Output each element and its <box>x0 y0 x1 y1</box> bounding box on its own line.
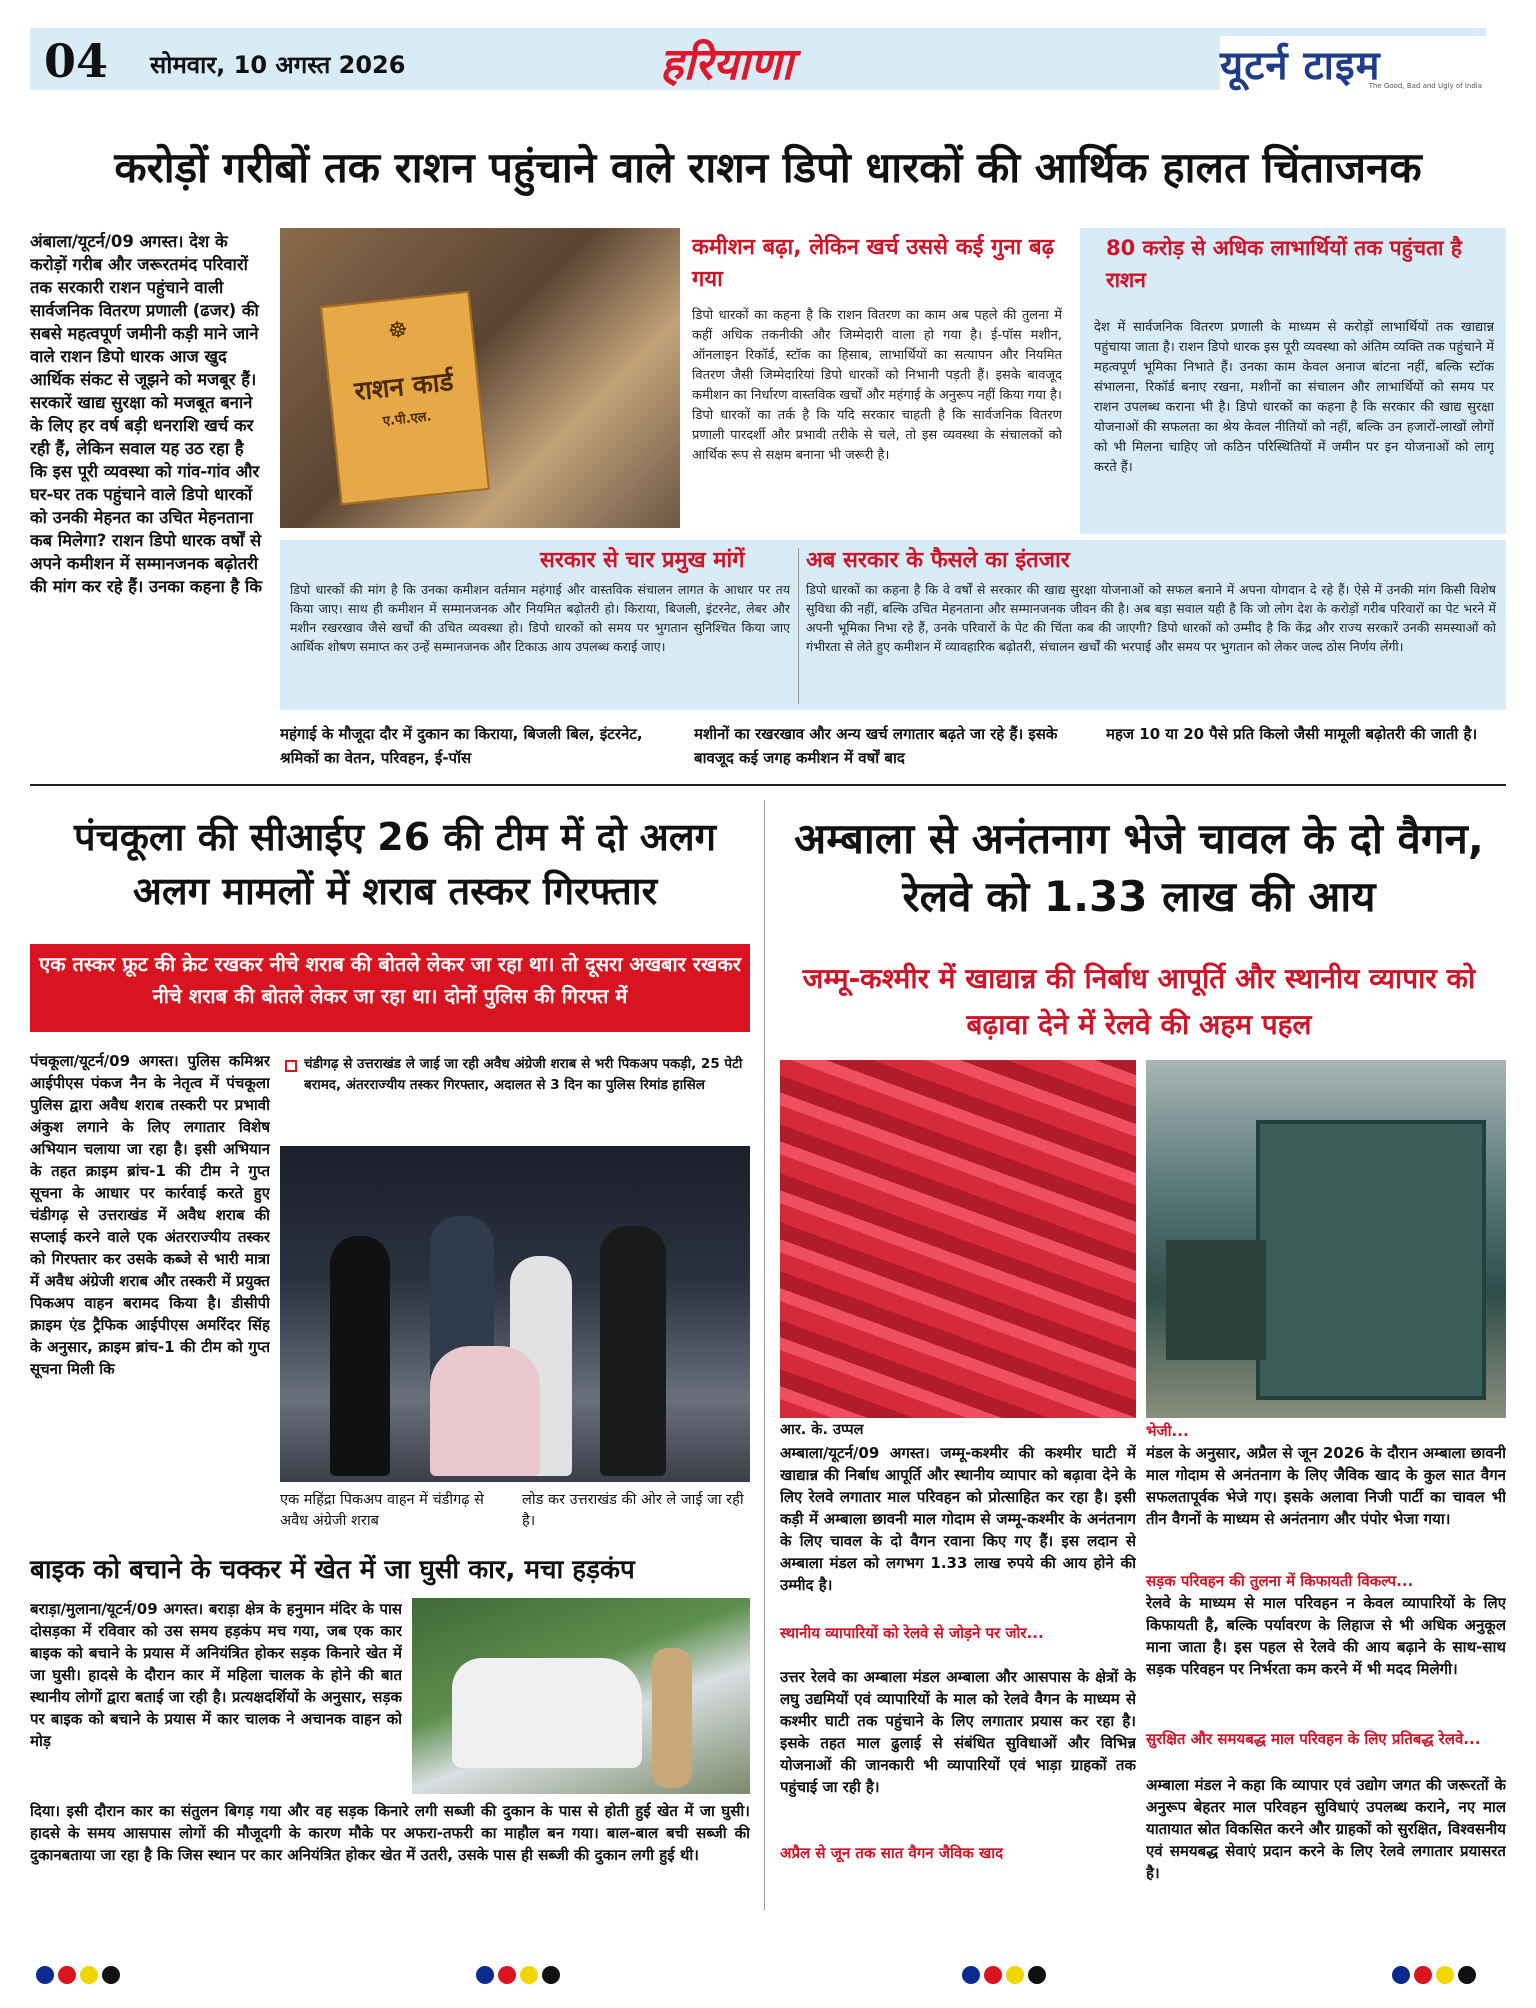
story3-text-top: बराड़ा/मुलाना/यूटर्न/09 अगस्त। बराड़ा क्षेत्र के हनुमान मंदिर के पास दोसड़का में रविवार को उस समय हड़कंप मच गया, जब एक कार बाइक को बचाने के प्रयास में अनियंत्रित होकर सड़क किनारे खेत में जा घुसी। हादसे के दौरान कार में महिला चालक के होने की बात स्थानीय लोगों द्वारा बताई जा रही है। प्रत्यक्षदर्शियों के अनुसार, सड़क पर बाइक को बचाने के प्रयास में कार चालक ने अचानक वाहन को मोड़ <box>30 1600 402 1750</box>
story4-col1-sub1: स्थानीय व्यापारियों को रेलवे से जोड़ने पर जोर... <box>780 1624 1044 1642</box>
ration-card-emblem-icon: ☸ <box>386 317 410 345</box>
story4-col2-text2: अम्बाला मंडल ने कहा कि व्यापार एवं उद्योग जगत की जरूरतों के अनुरूप बेहतर माल परिवहन सुविधाएं उपलब्ध कराने, नए माल यातायात स्रोत विकसित करने और ग्राहकों को सुरक्षित, विश्वसनीय एवं समयबद्ध सेवाएं प्रदान करने के लिए रेलवे लगातार प्रयासरत है। <box>1146 1776 1506 1882</box>
story2-banner: एक तस्कर फ्रूट की क्रेट रखकर नीचे शराब की बोतले लेकर जा रहा था। तो दूसरा अखबार रखकर नीचे शराब की बोतले लेकर जा रहा था। दोनों पुलिस की गिरफ्त में <box>30 944 750 1032</box>
story4-byline: आर. के. उप्पल <box>780 1422 864 1438</box>
story3-text-bottom: दिया। इसी दौरान कार का संतुलन बिगड़ गया और वह सड़क किनारे लगी सब्जी की दुकान के पास से होती हुई खेत में जा घुसी। हादसे के समय आसपास लोगों की मौजूदगी के कारण मौके पर अफरा-तफरी का माहौल बन गया। बाल-बाल बची सब्जी की दुकानबताया जा रहा है कि जिस स्थान पर कार अनियंत्रित होकर खेत में उतरी, उसके पास ही सब्जी की दुकान लगी हुई थी। <box>30 1802 750 1864</box>
story2-text: पंचकूला/यूटर्न/09 अगस्त। पुलिस कमिश्नर आईपीएस पंकज नैन के नेतृत्व में पंचकूला पुलिस द्वारा अवैध शराब तस्करी पर प्रभावी अंकुश लगाने के लिए लगातार विशेष अभियान चलाया जा रहा है। इसी अभियान के तहत क्राइम ब्रांच-1 की टीम ने गुप्त सूचना के आधार पर कार्रवाई करते हुए चंडीगढ़ से उत्तराखंड में अवैध शराब की सप्लाई करने वाले एक अंतरराज्यीय तस्कर को गिरफ्तार कर उसके कब्जे से भारी मात्रा में अवैध अंग्रेजी शराब और तस्करी में प्रयुक्त पिकअप वाहन बरामद किया है। डीसीपी क्राइम एंड ट्रैफिक आईपीएस अमरिंदर सिंह के अनुसार, क्राइम ब्रांच-1 की टीम को गुप्त सूचना मिली कि <box>30 1052 270 1378</box>
page-number: 04 <box>44 34 109 88</box>
issue-date: सोमवार, 10 अगस्त 2026 <box>150 51 406 79</box>
story4-col2-text0: मंडल के अनुसार, अप्रैल से जून 2026 के दौरान अम्बाला छावनी माल गोदाम से अनंतनाग के लिए जैविक खाद के कुल सात वैगन सफलतापूर्वक भेजे गए। इसके अलावा निजी पार्टी का चावल भी तीन वैगनों के माध्यम से अनंतनाग और पंपोर भेजा गया। <box>1146 1444 1506 1528</box>
ration-card-sub: ए.पी.एल. <box>382 409 433 430</box>
logo-text: यूटर्न टाइम <box>1220 43 1381 89</box>
story2-photo <box>280 1146 750 1482</box>
story2-highlight: चंडीगढ़ से उत्तराखंड ले जाई जा रही अवैध अंग्रेजी शराब से भरी पिकअप पकड़ी, 25 पेटी बरामद, अंतरराज्यीय तस्कर गिरफ्तार, अदालत से 3 दिन का पुलिस रिमांड हासिल <box>304 1056 743 1093</box>
column-divider <box>764 800 765 1910</box>
story1-headline: करोड़ों गरीबों तक राशन पहुंचाने वाले राशन डिपो धारकों की आर्थिक हालत चिंताजनक <box>114 143 1422 192</box>
story1-sub2-title: 80 करोड़ से अधिक लाभार्थियों तक पहुंचता है राशन <box>1106 236 1462 292</box>
section-divider <box>30 784 1506 786</box>
story4-col1-text: अम्बाला/यूटर्न/09 अगस्त। जम्मू-कश्मीर की कश्मीर घाटी में खाद्यान्न की निर्बाध आपूर्ति और स्थानीय व्यापार को बढ़ावा देने के लिए रेलवे लगातार माल परिवहन को प्रोत्साहित कर रहा है। इसी कड़ी में अम्बाला छावनी माल गोदाम से जम्मू-कश्मीर के अनंतनाग के लिए चावल के दो वैगन रवाना किए गए हैं। इस लदान से अम्बाला मंडल को लगभग 1.33 लाख रुपये की आय होने की उम्मीद है। <box>780 1444 1136 1594</box>
story1-sub1-text: डिपो धारकों का कहना है कि राशन वितरण का काम अब पहले की तुलना में कहीं अधिक तकनीकी और जिम्मेदारी वाला हो गया है। ई-पॉस मशीन, ऑनलाइन रिकॉर्ड, स्टॉक का हिसाब, लाभार्थियों का सत्यापन और नियमित वितरण जैसी जिम्मेदारियां डिपो धारकों को निभानी पड़ती हैं। इसके बावजूद कमीशन का निर्धारण वास्तविक खर्चों और महंगाई के अनुरूप नहीं किया गया है। डिपो धारकों का तर्क है कि यदि सरकार चाहती है कि सार्वजनिक वितरण प्रणाली पारदर्शी और प्रभावी तरीके से चले, तो इस व्यवस्था के संचालकों को आर्थिक रूप से सक्षम बनाना भी जरूरी है। <box>692 308 1062 463</box>
story1-photo <box>280 228 680 528</box>
story4-col2-sub2: सुरक्षित और समयबद्ध माल परिवहन के लिए प्रतिबद्ध रेलवे... <box>1146 1730 1481 1748</box>
story1-sub4-text: डिपो धारकों का कहना है कि वे वर्षों से सरकार की खाद्य सुरक्षा योजनाओं को सफल बनाने में अपना योगदान दे रहे हैं। ऐसे में उनकी मांग किसी विशेष सुविधा की नहीं, बल्कि उचित मेहनताना और सम्मानजनक जीवन की है। अब बड़ा सवाल यही है कि जो लोग देश के करोड़ों गरीब परिवारों का पेट भरने में अपनी भूमिका निभा रहे हैं, उनके परिवारों के पेट की चिंता कब की जाएगी? डिपो धारकों को उम्मीद है कि केंद्र और राज्य सरकारें उनकी समस्याओं को गंभीरता से लेते हुए कमीशन में व्यावहारिक बढ़ोतरी, संचालन खर्चों की भरपाई और समय पर भुगतान को लेकर जल्द ठोस निर्णय लेंगी। <box>806 582 1496 654</box>
story1-bottom-col2: मशीनों का रखरखाव और अन्य खर्च लगातार बढ़ते जा रहे हैं। इसके बावजूद कई जगह कमीशन में वर्षों बाद <box>694 725 1058 767</box>
story1-sub3-text: डिपो धारकों की मांग है कि उनका कमीशन वर्तमान महंगाई और वास्तविक संचालन लागत के आधार पर तय किया जाए। साथ ही कमीशन में सम्मानजनक और नियमित बढ़ोतरी हो। किराया, बिजली, इंटरनेट, लेबर और मशीन रखरखाव जैसे खर्चों की उचित व्यवस्था हो। डिपो धारकों को समय पर भुगतान सुनिश्चित किया जाए आर्थिक शोषण समाप्त कर उन्हें सम्मानजनक और टिकाऊ आय उपलब्ध कराई जाए। <box>290 582 790 654</box>
story4-photo-rice <box>780 1060 1136 1418</box>
story4-col1-sub2: अप्रैल से जून तक सात वैगन जैविक खाद <box>780 1844 1004 1862</box>
story1-sub1-title: कमीशन बढ़ा, लेकिन खर्च उससे कई गुना बढ़ गया <box>692 235 1054 292</box>
story4-col2-sub0: भेजी... <box>1146 1422 1189 1440</box>
section-title: हरियाणा <box>660 39 793 90</box>
demands-divider <box>798 548 799 704</box>
newspaper-logo <box>1220 36 1486 92</box>
story1-lead: अंबाला/यूटर्न/09 अगस्त। देश के करोड़ों गरीब और जरूरतमंद परिवारों तक सरकारी राशन पहुंचाने वाली सार्वजनिक वितरण प्रणाली (ढजर) की सबसे महत्वपूर्ण जमीनी कड़ी माने जाने वाले राशन डिपो धारक आज खुद आर्थिक संकट से जूझने को मजबूर हैं। सरकारें खाद्य सुरक्षा को मजबूत बनाने के लिए हर वर्ष बड़ी धनराशि खर्च कर रही हैं, लेकिन सवाल यह उठ रहा है कि इस पूरी व्यवस्था को गांव-गांव और घर-घर तक पहुंचाने वाले डिपो धारकों को उनकी मेहनत का उचित मेहनताना कब मिलेगा? राशन डिपो धारक वर्षों से अपने कमीशन में सम्मानजनक बढ़ोतरी की मांग कर रहे हैं। उनका कहना है कि <box>30 232 262 596</box>
story4-subhead: जम्मू-कश्मीर में खाद्यान्न की निर्बाध आपूर्ति और स्थानीय व्यापार को बढ़ावा देने में रेलवे की अहम पहल <box>802 962 1476 1041</box>
story1-sub2-text: देश में सार्वजनिक वितरण प्रणाली के माध्यम से करोड़ों लाभार्थियों तक खाद्यान्न पहुंचाया जाता है। राशन डिपो धारक इस पूरी व्यवस्था को अंतिम व्यक्ति तक पहुंचाने में महत्वपूर्ण भूमिका निभाते हैं। उनका काम केवल अनाज बांटना नहीं, बल्कि स्टॉक संभालना, रिकॉर्ड बनाए रखना, मशीनों का संचालन और लाभार्थियों को समय पर राशन उपलब्ध कराना भी है। डिपो धारकों का कहना है कि सरकार की खाद्य सुरक्षा योजनाओं की सफलता का श्रेय केवल नीतियों को नहीं, बल्कि उन हजारों-लाखों लोगों को भी मिलना चाहिए जो कठिन परिस्थितियों में जमीन पर इन योजनाओं को लागू करते हैं। <box>1094 320 1494 475</box>
bullet-square-icon <box>285 1060 297 1072</box>
ration-card-title: राशन कार्ड <box>352 366 455 408</box>
logo-tagline: The Good, Bad and Ugly of India <box>1368 82 1482 90</box>
story2-headline: पंचकूला की सीआईए 26 की टीम में दो अलग अलग मामलों में शराब तस्कर गिरफ्तार <box>74 815 716 913</box>
story4-col2-sub1: सड़क परिवहन की तुलना में किफायती विकल्प... <box>1146 1572 1414 1590</box>
story3-headline: बाइक को बचाने के चक्कर में खेत में जा घुसी कार, मचा हड़कंप <box>30 1555 635 1585</box>
story2-caption-right: लोड कर उत्तराखंड की ओर ले जाई जा रही है। <box>522 1492 744 1529</box>
story4-headline: अम्बाला से अनंतनाग भेजे चावल के दो वैगन, रेलवे को 1.33 लाख की आय <box>794 814 1484 921</box>
story1-bottom-col1: महंगाई के मौजूदा दौर में दुकान का किराया, बिजली बिल, इंटरनेट, श्रमिकों का वेतन, परिवहन, ई-पॉस <box>280 725 643 767</box>
story2-caption-left: एक महिंद्रा पिकअप वाहन में चंडीगढ़ से अवैध अंग्रेजी शराब <box>280 1492 484 1529</box>
ration-card-image <box>320 291 490 506</box>
story4-col2-text1: रेलवे के माध्यम से माल परिवहन न केवल व्यापारियों के लिए किफायती है, बल्कि पर्यावरण के लिहाज से भी अधिक अनुकूल माना जाता है। इस पहल से रेलवे की आय बढ़ाने के साथ-साथ सड़क परिवहन पर निर्भरता कम करने में भी मदद मिलेगी। <box>1146 1594 1506 1678</box>
story1-bottom-col3: महज 10 या 20 पैसे प्रति किलो जैसी मामूली बढ़ोतरी की जाती है। <box>1106 725 1478 743</box>
story1-sub3-title: सरकार से चार प्रमुख मांगें <box>540 548 745 573</box>
story4-photo-truck <box>1146 1060 1506 1418</box>
story3-photo <box>412 1598 750 1794</box>
story1-sub4-title: अब सरकार के फैसले का इंतजार <box>806 548 1070 573</box>
story4-col1-text2: उत्तर रेलवे का अम्बाला मंडल अम्बाला और आसपास के क्षेत्रों के लघु उद्यमियों एवं व्यापारियों के माल को रेलवे वैगन के माध्यम से कश्मीर घाटी तक पहुंचाने के लिए लगातार प्रयास कर रहा है। इसके तहत माल ढुलाई से संबंधित सुविधाओं और विभिन्न योजनाओं की जानकारी भी व्यापारियों एवं भाड़ा ग्राहकों तक पहुंचाई जा रही है। <box>780 1668 1136 1796</box>
